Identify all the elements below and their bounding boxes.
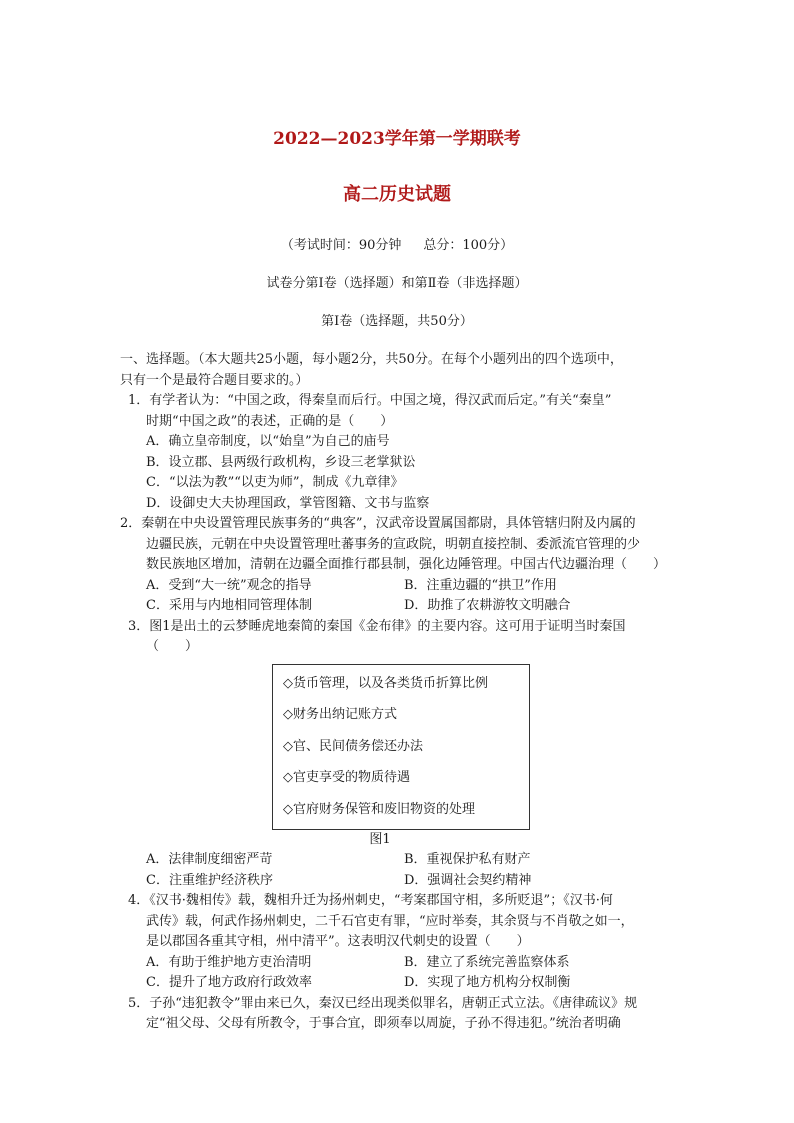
exam-time: （考试时间：90分钟 (280, 238, 402, 253)
questions-body (120, 350, 680, 1035)
question-4-line-3: 是以郡国各重其守相，州中清平”。这表明汉代刺史的设置（ ） (146, 934, 530, 949)
question-3-option-c[interactable]: C．注重维护经济秩序 (146, 872, 273, 888)
part-one-heading: 第Ⅰ卷（选择题，共50分） (321, 314, 473, 329)
question-4-option-c[interactable]: C．提升了地方政府行政效率 (146, 975, 312, 990)
question-2-option-d[interactable]: D．助推了农耕游牧文明融合 (404, 598, 571, 613)
question-3 (120, 617, 680, 892)
section-intro-line-2: 只有一个是最符合题目要求的。） (120, 372, 309, 388)
question-2-option-b[interactable]: B．注重边疆的“拱卫”作用 (404, 577, 557, 593)
question-1-option-d[interactable]: D．设御史大夫协理国政，掌管图籍、文书与监察 (146, 495, 430, 511)
question-1-line-2: 时期“中国之政”的表述，正确的是（ ） (146, 413, 394, 429)
figure-1-caption: 图1 (369, 832, 391, 847)
question-4-line-1: 4．《汉书·魏相传》载，魏相升迁为扬州刺史，“考案郡国守相，多所贬退”；《汉书·何 (128, 893, 613, 908)
question-2-line-3: 数民族地区增加，清朝在边疆全面推行郡县制，强化边陲管理。中国古代边疆治理（ ） (146, 557, 667, 572)
question-3-option-b[interactable]: B．重视保护私有财产 (404, 852, 531, 867)
figure-1-item: ◇官吏享受的物质待遇 (283, 770, 410, 785)
question-5 (120, 994, 680, 1035)
question-1-option-c[interactable]: C．“以法为教”“以吏为师”，制成《九章律》 (146, 475, 404, 490)
question-1-option-b[interactable]: B．设立郡、县两级行政机构，乡设三老掌狱讼 (146, 454, 416, 470)
question-2-option-c[interactable]: C．采用与内地相同管理体制 (146, 598, 312, 613)
exam-subtitle: 高二历史试题 (343, 184, 451, 205)
figure-1-box (272, 664, 530, 831)
exam-structure: 试卷分第Ⅰ卷（选择题）和第Ⅱ卷（非选择题） (266, 276, 528, 291)
figure-1-item: ◇货币管理，以及各类货币折算比例 (283, 675, 488, 691)
question-3-options-row-1 (120, 850, 680, 871)
question-4-options-row-2 (120, 973, 680, 994)
section-intro-line-1: 一、选择题。（本大题共25小题，每小题2分，共50分。在每个小题列出的四个选项中， (120, 352, 623, 367)
question-5-line-2: 定“祖父母、父母有所教令，于事合宜，即须奉以周旋，子孙不得违犯。”统治者明确 (146, 1016, 621, 1031)
question-3-line-1: 3．图1是出土的云梦睡虎地秦简的秦国《金布律》的主要内容。这可用于证明当时秦国 (128, 618, 626, 634)
question-1-line-1: 1．有学者认为：“中国之政，得秦皇而后行。中国之境，得汉武而后定。”有关“秦皇” (128, 393, 612, 408)
figure-1-item: ◇财务出纳记账方式 (283, 707, 397, 722)
question-4-option-d[interactable]: D．实现了地方机构分权制衡 (404, 975, 571, 990)
question-4 (120, 891, 680, 994)
question-4-option-a[interactable]: A．有助于维护地方吏治清明 (146, 954, 312, 970)
question-3-option-d[interactable]: D．强调社会契约精神 (404, 872, 532, 888)
figure-1-item: ◇官、民间债务偿还办法 (283, 738, 423, 754)
exam-title: 2022—2023学年第一学期联考 (273, 129, 521, 149)
exam-time-line (0, 234, 794, 253)
question-4-line-2: 武传》载，何武作扬州刺史，二千石官吏有罪，“应时举奏，其余贤与不肖敬之如一， (146, 913, 634, 929)
question-3-option-a[interactable]: A．法律制度细密严苛 (146, 852, 273, 867)
question-2-option-a[interactable]: A．受到“大一统”观念的指导 (146, 577, 312, 593)
question-1-option-a[interactable]: A．确立皇帝制度，以“始皇”为自己的庙号 (146, 434, 390, 449)
question-2-line-2: 边疆民族，元朝在中央设置管理吐蕃事务的宣政院，明朝直接控制、委派流官管理的少 (146, 536, 641, 552)
question-2-options-row-1 (120, 576, 680, 597)
question-1 (120, 391, 680, 514)
question-3-line-2: （ ） (146, 639, 199, 654)
question-4-option-b[interactable]: B．建立了系统完善监察体系 (404, 954, 570, 970)
figure-1-item: ◇官府财务保管和废旧物资的处理 (283, 801, 475, 817)
question-5-line-1: 5．子孙“违犯教令”罪由来已久，秦汉已经出现类似罪名，唐朝正式立法。《唐律疏议》规 (128, 995, 638, 1011)
total-score: 总分：100分） (423, 238, 514, 253)
question-2-line-1: 2．秦朝在中央设置管理民族事务的“典客”，汉武帝设置属国都尉，具体管辖归附及内属的 (120, 516, 636, 531)
question-2-options-row-2 (120, 596, 680, 617)
question-3-options-row-2 (120, 871, 680, 892)
question-2 (120, 514, 680, 617)
question-4-options-row-1 (120, 953, 680, 974)
